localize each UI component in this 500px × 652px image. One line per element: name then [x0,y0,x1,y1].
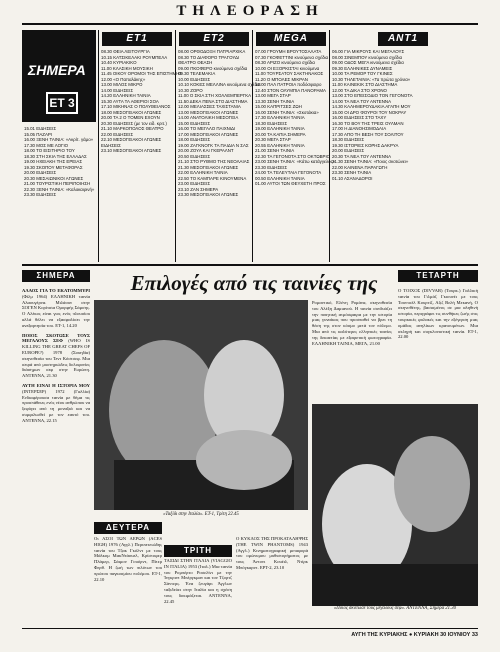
program-row: 00.50 ΕΛΛΗΝΙΚΗ ΤΑΙΝΙΑ [255,175,305,181]
program-row: 15.01 ΕΙΔΗΣΕΙΣ [24,126,57,131]
ant1-program-list [330,49,479,181]
film-review [22,333,90,379]
program-row: 15.05 ΠΑΖΑΡΙ [24,131,53,137]
program-row: 11.20 Ο ΜΠΟΛΕΣ ΜΙΚΡΑΝ [255,76,308,82]
program-row: 10.10 ΚΟΚΕΣ ΜΕΛΛΙΝΑ κινούμενα σχέδια [178,82,261,87]
film-still-drawing [94,300,308,510]
program-row: 21.30 ΣΕΝΗ ΤΑΙΝΙΑ: «Ποιος σκοτώνει» [332,159,409,164]
program-row: 13.00 ΜΕΣΟΓΕΙΑΚΟΙ ΑΓΩΝΕΣ [178,109,239,115]
program-row: 10.30 ΤΗΛΕΤΑΙΝΙΑ: «Τα πρώτα χρόνια» [332,76,411,82]
program-row: 18.00 ΤΟ ΕΙΣΙΤΗΡΙΟ ΤΟΥ [24,148,75,153]
program-row: 20.30 ΜΕΣΑΙΩΝΙΚΟΙ ΑΓΩΝΕΣ [24,175,84,181]
program-row: 12.40 ΣΤΟΝ ΟΛΥΜΠΙΑ ΠΑΝΟΡΑΜΑ [255,87,326,93]
program-row: 17.00 Η ΔΙΑΝΟΗΣΙΜΟΔΑΙΑ [332,126,387,131]
film-still-photo-left [94,300,308,510]
program-row: 21.00 ΣΕΝΗ ΤΑΙΝΙΑ [255,148,295,153]
program-row: 12.00 ΤΑ ΔΙΚΑ ΣΤΟ ΧΡΟΝΟ [332,87,387,93]
right-article-column: Ο ΤΟΙΧΟΣ (DIVVAR) (Τουρκ.) Γαλλική ταινία του Γιλμάζ Γκιουνέι με τους Τουντσέλ Κουρτίζ, Αζιζ Βελή Μεκανή, Ο σκηνοθέτης, βασισμένος σε μια αληθινή ιστορία, περιγράφει τις συνθήκες ζωής στις τουρκικές φυλακές και την εξέγερση μιας ομάδας ανηλίκων κρατουμένων. Μια σκληρή και συγκλονιστική ταινία. ΕΤ-1, 22.00 [398,288,478,340]
program-row: 20.00 ΕΙΔΗΣΕΙΣ [24,170,57,175]
program-row: 18.00 ΕΙΔΗΣΕΙΣ [178,137,211,142]
program-row: 11.50 ΔΕΚΑ ΠΕΝΑ ΣΤΟ ΔΙΑΣΤΗΜΑ [178,98,248,104]
header-rule [22,23,478,25]
program-row: 22.00 ΚΑΙΝΕΝΑ ΠΑΡΑΓΩΓΗ [332,164,388,170]
program-row: 23.30 ΕΙΔΗΣΕΙΣ [24,192,57,197]
program-row: 11.00 ΚΛΑΣΙΚΗ ΜΟΥΣΙΚΗ [101,65,153,71]
program-row: 11.00 Ο ΣΚΙΑ ΣΤΗ ΧΟΛΛΕΜΠΕΡΓΚΑ [178,93,252,98]
et3-program-list [22,126,100,198]
program-row: 19.00 ΗΧΕΙΑΚΗ ΤΗΣ ΕΡΕΙΑΣ [24,159,83,164]
program-row: 20.30 ΜΕΓΑ ΣΤΑΡ [255,137,291,142]
program-row: 23.30 ΣΕΝΗ ΤΑΙΝΙΑ [332,170,372,175]
program-row: 21.00 ΤΟΥΡΙΣΤΙΚΗ ΠΕΡΙΠΟΙΗΣΗ [24,181,91,186]
program-row: 08.00 ΟΡΘΟΔΟΞΗ ΠΑΤΡΙΑΡΧΙΚΑ [178,49,246,54]
program-row: 10.40 ΚΥΡΙΑΚΙΚΟ [101,60,137,65]
footer-rule [22,628,478,629]
tuesday-label: ΤΡΙΤΗ [164,545,232,557]
program-row: 13.00 ΜΙΛΟΣ ΜΙΚΡΟ [101,82,143,87]
film-still-drawing-right [312,404,478,606]
program-row: 14.00 ΤΑ ΝΕΑ ΤΟΥ ΑΝΤΕΝΝΑ [332,98,391,104]
program-row: 13.00 ΜΕΓΑ ΣΤΑΡ [255,93,291,98]
film-still-photo-right [312,404,478,606]
et3-column [22,30,96,262]
program-row: 20.00 ΕΙΔΗΣΕΙΣ [332,148,365,153]
program-row: 07.30 ΓΚΟΦΕΤΤΙΝΙ κινούμενα σχέδια [255,54,329,60]
program-row: 20.00 ΤΑ ΚΑΠΙΑ ΣΗΜΕΡΑ [255,131,306,137]
program-row: 20.55 ΕΛΛΗΝΙΚΗ ΤΑΙΝΙΑ [255,142,305,148]
program-row: 10.30 ΖΟΡΟ [178,87,203,93]
program-row: 24.00 ΤΑ ΤΕΛΕΥΤΑΙΑ ΓΕΓΟΝΟΤΑ [255,170,322,175]
program-row: 23.00 ΣΕΝΗ ΤΑΙΝΙΑ: «Κάτω κατάγγελος» [255,159,336,164]
program-row: 12.00 ΜΕΛΙΑΣΣΕΣ ΤΑΧΙΣΤΑΝΙΑ [178,104,241,109]
program-row: 12.00 ΠΑΛ ΠΑΤΡΟΙΑ ποδόσφαιρο [255,82,322,87]
program-row: 14.00 ΑΝΑΤΟΛΙΚΗ ΜΕΣΟΓΕΙΑ [178,115,239,120]
ant1-column [329,30,479,262]
program-row: 18.00 ΜΕΣΟΓΕΙΑΚΟΙ ΑΓΩΝΕΣ [101,109,162,115]
program-row: 13.30 ΣΕΝΗ ΤΑΙΝΙΑ [255,98,295,104]
program-row: 19.30 ΣΚΟΠΟΥ ΜΕΤΑΦΟΡΑΣ [24,164,83,170]
left-article-column [22,288,90,623]
program-row: 09.30 ΤΕΛΕΜΑΚΙΑ [178,71,216,76]
program-row: 19.00 ΖΑΓΚΝΟΓΚ ΤΑ ΠΑΙΔΙΑ Ν ΣΑΣ [178,142,249,148]
caption-right: «Ποιος σκότωσε τους μεγάλους σεφ». ΑΝΤΕΝΝΑ, Σήμερα 21.30 [333,606,457,611]
program-row: 20.30 ΕΙΔΗΣΕΙΣ (με τον ειδ. κριτ.) [101,120,167,126]
program-row: 19.30 ΙΣΤΟΡΙΕΣ ΚΟΡΗΣ ΔΑΚΡΥΑ [332,142,399,148]
program-row: 16.00 ΞΕΝΗ ΤΑΙΝΙΑ: «Ακρίτ. γάμο» [24,137,94,142]
film-review-body: (ΙΝΤΕΡΣΕΡ) 1972 (Γαλλία) Ενδιαφέρουσα ταινία με θέμα τις προσπάθειες ενός νέου ανθρώπου να ξεφύγει από τη μοναξιά και να συμφιλιωθεί με τον εαυτό του. ΑΝΤΕΝΝΑ, 22.15 [22,388,90,423]
program-row: 09.30 ΕΛΛΗΝΙΚΕΣ ΔΥΝΑΜΕΙΣ [332,65,393,71]
ant1-logo: ANT1 [378,32,428,46]
program-row: 18.30 ΣΤΗ ΣΚΙΑ ΤΗΣ ΕΛΛΑΔΑΣ [24,153,87,159]
page-footer: ΑΥΓΗ ΤΗΣ ΚΥΡΙΑΚΗΣ ● ΚΥΡΙΑΚΗ 30 ΙΟΥΝΙΟΥ 33 [351,632,478,638]
program-row: 18.30 ΕΙΔΗΣΕΙΣ [255,120,288,126]
program-row: 23.00 ΕΙΔΗΣΕΙΣ [178,181,211,186]
tv-schedule-grid [22,30,478,262]
program-row: ΘΕΑΤΡΟ ΘΕΑΣΗ [178,60,213,65]
page-header: ΤΗΛΕΟΡΑΣΗ [176,3,324,19]
monday-label: ΔΕΥΤΕΡΑ [94,522,162,534]
program-row: 07.00 ΓΡΟΥΜΗ ΒΡΟΥΤΟΣΑΛΑΤΑ [255,49,322,54]
program-row: 08.30 ΑΡΙΖΟ κινούμενα σχέδια [255,60,315,65]
caption-left: «Ταξίδι στην Ιταλία». ΕΤ-1, Τρίτη 22.45 [163,512,239,517]
program-row: 18.30 ΕΙΔΗΣΕΙΣ [332,137,365,142]
bottom-middle-column: ΤΑΞΙΔΙ ΣΤΗΝ ΙΤΑΛΙΑ (VIAGGIO IN ITALIA) 1953 (Ιταλ.) Μια ταινία του Ρομπέρτο Ροσελίνι με την Ίνγκριντ Μπέργκμαν και τον Τζορτζ Σάντερς. Ένα ζευγάρι Άγγλων ταξιδεύει στην Ιταλία και η σχέση τους δοκιμάζεται. ΑΝΤΕΝΝΑ, 22.45 [164,558,232,604]
program-row: 21.10 ΜΑΡΚΟΠΟΛΟΣ ΘΕΑΤΡΟ [101,126,164,131]
et2-program-list [176,49,261,198]
program-row: 15.00 ΚΑΠΡΙΤΣΕΣ ΖΩΗ [255,104,302,109]
et1-logo: ET1 [102,32,172,46]
program-row: 10.00 ΟΙ ΕΞΟΡΚΙΣΤΑΙ κινούμενα [255,65,320,71]
et3-logo: ET 3 [46,92,78,114]
program-row: 11.00 ΚΑΙΝΕΚΙΚ ΣΤΟ ΔΙΑΣΤΗΜΑ [332,82,398,87]
program-row: 23.10 ΖΑΝ ΣΗΜΕΡΑ [178,186,219,192]
program-row: 01.10 ΑΣΑΝΑΔΟΡΟΙ [332,175,373,181]
program-row: 17.30 ΜΟΣ ΜΕ ΛΟΓΙΟ [24,142,69,148]
mega-column [252,30,336,262]
program-row: 16.30 ΤΟ ΒΟΥ ΤΗΣ ΤΡΕΙΣ ΟΥΛΜΑΝ [332,120,404,126]
program-row: 14.00 ΕΙΔΗΣΕΙΣ [101,87,134,93]
bottom-right-column: Ο ΚΥΚΛΟΣ ΤΗΣ ΠΡΟΚΑΤΑΛΗΨΗΣ (THE TWIN PHANTOMS) 1943 (Αγγλ.) Κινηματογραφική μεταφορά του ομώνυμου μυθιστορήματος με τους Άντονι Κουέιλ, Ντίρκ Μπόγκαρντ. ΕΡΤ-2, 23.10 [236,536,308,570]
et1-program-list [99,49,183,154]
program-row: 22.10 ΜΕΣΟΓΕΙΑΚΟΙ ΑΓΩΝΕΣ [101,137,162,142]
program-row: 10.15 ΚΑΤΣΙΚΕΛΑΚΙ ΡΟΥΜΠΕΛΑ [101,54,168,60]
simera-block [22,30,96,122]
program-row: 10.00 ΕΙΔΗΣΕΙΣ [178,76,211,82]
program-row: 22.00 ΕΛΛΗΝΙΚΗ ΤΑΙΝΙΑ [178,170,228,175]
program-row: 09.00 ΠΚΟΦΕΡΟ κινούμενα σχέδια [178,65,248,71]
program-row: 17.30 ΕΛΛΗΝΙΚΗ ΤΑΙΝΙΑ [255,115,305,120]
program-row: 01.00 ΑΥΤΟΙ ΤΩΝ ΘΕΥΧΕΤΗ ΠΡΟΣ [255,181,326,186]
program-row: 15.30 ΑΥΤΑ ΤΑ ΑΘΕΡΙΟΙ ΣΟΑ [101,98,159,104]
left-day-label: ΣΗΜΕΡΑ [22,270,90,282]
middle-article-column: Ρομαντικό, Ελένη Ρομάνα, σκηνοθεσία του Αλέξη Δαμιανού. Η ταινία συνδυάζει την ποιητική ατμόσφαιρα με την ιστορία μιας γυναίκας που προσπαθεί να βρει τη θέση της στον κόσμο μετά τον πόλεμο. Μια από τις καλύτερες ελληνικές ταινίες της δεκαετίας με εξαιρετική φωτογραφία. ΕΛΛΗΝΙΚΗ ΤΑΙΝΙΑ, ΜΕΓΑ, 21.00 [312,300,392,346]
program-row: 08.30 ΘΕΙΑ ΛΕΙΤΟΥΡΓΙΑ [101,49,150,54]
film-review [22,383,90,424]
mega-logo: MEGA [256,32,326,46]
program-row: 21.30 ΜΕΣΟΓΕΙΑΚΟΙ ΑΓΩΝΕΣ [178,164,239,170]
article-title: Επιλογές από τις ταινίες της [130,271,378,295]
program-row: 13.00 ΣΤΟ ΕΠΕΙΣΟΔΙΟ ΤΟΝ ΓΕΓΟΝΟΤΑ [332,93,413,98]
program-row: 20.50 ΕΙΔΗΣΕΙΣ [178,153,211,159]
program-row: 15.00 ΕΙΔΗΣΕΙΣ [178,120,211,126]
program-row: 17.10 ΜΙΚΗΝΑΣ Ο ΠΟΛΥΘΕΙΑΝΟΣ [101,104,171,109]
program-row: 22.50 ΤΟ ΚΑΜΠΑΡΕ ΚΙΝΟΥΜΕΝΑ [178,175,247,181]
program-row: 16.00 ΤΟ ΜΕΓΑΛΟ ΠΑΙΧΝΙΔΙ [178,126,236,131]
program-row: 20.00 ΤΑ 2 Ο ΤΟΜΕΝ ΕΧΟΥΝ [101,115,160,120]
program-row: 15.00 ΟΙ ΔΡΟ ΦΟΥΡΟΙ ΤΟΥ ΝΟΚΡΑΥ [332,109,407,115]
et2-logo: ET2 [179,32,249,46]
film-review-heading: ΠΟΙΟΣ ΣΚΟΤΩΣΕ ΤΟΥΣ ΜΕΓΑΛΟΥΣ ΣΕΦ [22,332,90,344]
program-row: 09.00 ΟΔΟΣ ΜΕΓΑ κινούμενα σχέδια [332,60,404,65]
et1-column [98,30,183,262]
mega-program-list [253,49,336,187]
program-row: 16.00 ΕΙΔΗΣΕΙΣ ΣΤΟ ΤΑΧΥ [332,115,387,120]
program-row: 22.30 ΤΑ ΓΕΓΟΝΟΤΑ ΣΤΟ ΟΚΤΩΒΡΙΟ [255,153,331,159]
film-review-heading: ΑΛΑΟΣ ΓΙΑ ΤΟ ΕΚΑΤΟΜΜΥΡΙ [22,288,90,293]
program-row: 22.00 ΕΙΔΗΣΕΙΣ [101,131,134,137]
program-row: 16.00 ΣΕΝΗ ΤΑΙΝΙΑ: «Σκοτάκια» [255,109,319,115]
program-row: 06.00 ΓΙΑ ΜΙΚΡΟΥΣ ΚΑΙ ΜΕΓΑΛΟΥΣ [332,49,405,54]
section-rule [22,264,478,266]
program-row: 20.00 ΖΟΥΛ ΚΑΙ ΓΚΕΡΑΛΝΤ [178,148,234,153]
program-row: 23.10 ΜΕΣΟΓΕΙΑΚΟΙ ΑΓΩΝΕΣ [101,148,162,153]
program-row: 12.00 «Ο Παπαλάκης» [101,76,146,82]
program-row: 20.30 ΤΑ ΝΕΑ ΤΟΥ ΑΝΤΕΝΝΑ [332,153,391,159]
bottom-left-column: Οι ΑΣΟΙ ΤΩΝ ΑΕΡΩΝ (ACES HIGH) 1976 (Αγγλ.) Περιπετειώδης ταινία του Τζακ Γκόλντ με τους Μάλκομ ΜακΝτάουελ, Κρίστοφερ Πλάμερ, Σάιμον Γουόρντ, Πίτερ Φερθ. Η ζωή των πιλότων του πρώτου παγκοσμίου πολέμου. ΕΤ-1, 22.10 [94,536,162,582]
program-row: 10.00 ΤΑ ΡΕΜΟΡ ΤΟΥ ΓΚΙΝΕΣ [332,71,393,76]
film-review [22,288,90,329]
program-row: 23.30 ΜΕΣΟΓΕΙΑΚΟΙ ΑΓΩΝΕΣ [178,192,239,197]
program-row: 11.45 ΟΙΚΟΥ ΟΡΟΜΟΙ ΤΗΣ ΕΠΙΣΤΗΜΗΣ [101,71,183,76]
program-row: 14.30 ΚΑΛΗΜΕΡΟΥΔΑΚΙΑ ΑΓΑΠΗ ΜΟΥ [332,104,411,109]
right-day-label: ΤΕΤΑΡΤΗ [398,270,478,282]
program-row: 08.30 ΤΟ ΔΙΑΦΟΡΟ ΤΡΑΓΟΥΔΙ [178,54,240,60]
program-row: 17.30 ΑΠΟ ΤΗ ΒΕΣΗ ΤΟΥ ΣΟΛΙΤΟΥ [332,131,404,137]
film-review-body: (Φίλμ 1964) ΕΛΛΗΝΙΚΗ ταινία Αλαουγέρνα. Μιλάουν στην ΣΟΓΕΝ Κορίτσια Ομορφής Σάμσης. Ο Αλέκος είναι γιος ενός πλουσίου αλλά θέλει να εξασφαλίσει την ανεξαρτησία του. ΕΤ-1, 14.20 [22,293,90,328]
film-review-heading: ΑΥΤΗ ΕΙΝΑΙ Η ΙΣΤΟΡΙΑ ΜΟΥ [22,382,90,388]
simera-label: ΣΗΜΕΡΑ [28,62,86,78]
program-row: 08.00 ΣΙΝΕΜΠΟΥ κινούμενα σχέδια [332,54,402,60]
program-row: 14.20 ΕΛΛΗΝΙΚΗ ΤΑΙΝΙΑ [101,93,151,98]
program-row: 11.00 ΤΟΥΡΣΑΤΟΥ ΣΑΚΤΗΝΑΚΟΣ [255,71,324,76]
program-row: 22.30 ΞΕΝΗ ΤΑΙΝΙΑ: «Καλοκαιρινή» [24,186,95,192]
et2-column [175,30,261,262]
program-row: 19.00 ΕΛΛΗΝΙΚΗ ΤΑΙΝΙΑ [255,126,305,131]
program-row: ΕΙΔΗΣΕΙΣ [101,142,121,148]
program-row: 21.10 ΣΤΟ ΡΥΘΜΟ ΤΗΣ ΝΕΟΛΑΙΑΣ [178,159,250,164]
program-row: 17.00 ΜΕΣΟΓΕΙΑΚΟΙ ΑΓΩΝΕΣ [178,131,239,137]
film-review-body: (WHO IS KILLING THE GREAT CHEFS OF EUROPE?) 1978 (Σουηδία) σκηνοθεσία του Τεντ Κόστσεφ. Μια σειρά από μυστηριώδεις δολοφονίες διάσημων σεφ στην Ευρώπη. ΑΝΤΕΝΝΑ, 21.30 [22,338,91,379]
program-row: 23.30 ΕΙΔΗΣΕΙΣ [255,164,288,170]
